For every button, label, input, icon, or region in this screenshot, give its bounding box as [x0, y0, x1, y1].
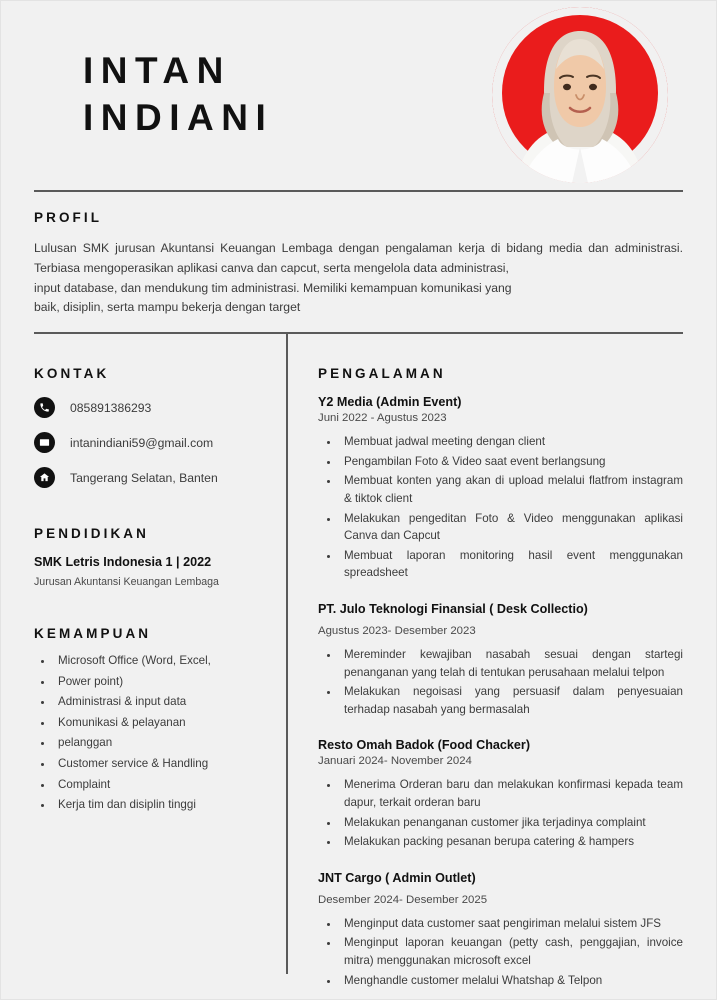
skills-list	[34, 655, 264, 811]
experience-entry	[318, 738, 683, 850]
list-item: • Administrasi & input data	[54, 696, 264, 708]
list-item: • Membuat jadwal meeting dengan client	[340, 433, 683, 451]
list-item: • Mereminder kewajiban nasabah sesuai dengan startegi penanganan yang telah di tentukan perusahaan melalui telpon	[340, 646, 683, 681]
name-line-last: INDIANI	[83, 97, 274, 139]
contact-value-location: Tangerang Selatan, Banten	[70, 470, 218, 485]
experience-role: PT. Julo Teknologi Finansial ( Desk Collectio)	[318, 601, 588, 616]
list-item: • Membuat laporan monitoring hasil event menggunakan spreadsheet	[340, 547, 683, 582]
list-item: • Komunikasi & pelayanan	[54, 717, 264, 729]
content-columns	[1, 347, 716, 1007]
name-line-first: INTAN	[83, 50, 231, 91]
avatar	[492, 7, 668, 183]
skills-heading: KEMAMPUAN	[34, 626, 152, 642]
profile-paragraph-line4: baik, disiplin, serta mampu bekerja dengan target	[34, 300, 301, 315]
email-icon	[34, 432, 55, 453]
profile-paragraph-line3: input database, dan mendukung tim administrasi. Memiliki kemampuan komunikasi yang	[34, 280, 512, 295]
list-item: • Melakukan pengeditan Foto & Video menggunakan aplikasi Canva dan Capcut	[340, 510, 683, 545]
education-heading: PENDIDIKAN	[34, 526, 150, 542]
contact-heading: KONTAK	[34, 366, 110, 382]
contact-value-email: intanindiani59@gmail.com	[70, 435, 214, 450]
contact-item-phone[interactable]	[34, 397, 264, 418]
contact-list	[34, 397, 264, 488]
list-item: • Melakukan packing pesanan berupa catering & hampers	[340, 833, 683, 851]
experience-bullets	[318, 433, 683, 582]
experience-role: Resto Omah Badok (Food Chacker)	[318, 738, 531, 753]
experience-role: JNT Cargo ( Admin Outlet)	[318, 870, 476, 885]
list-item: • Power point)	[54, 676, 264, 688]
profile-divider	[34, 332, 683, 334]
list-item: • Complaint	[54, 779, 264, 791]
profile-paragraph-justified: Lulusan SMK jurusan Akuntansi Keuangan Lembaga dengan pengalaman kerja di bidang media dan administrasi. Terbiasa mengoperasikan aplikasi canva dan capcut, serta mengelola data administrasi,	[34, 241, 683, 275]
contact-item-location[interactable]	[34, 467, 264, 488]
experience-bullets	[318, 776, 683, 850]
list-item: • Kerja tim dan disiplin tinggi	[54, 799, 264, 811]
experience-bullets	[318, 915, 683, 989]
list-item: • Menerima Orderan baru dan melakukan konfirmasi kepada team dapur, terkait orderan baru	[340, 776, 683, 811]
list-item: • Menginput data customer saat pengiriman melalui sistem JFS	[340, 915, 683, 933]
education-school: SMK Letris Indonesia 1 | 2022	[34, 555, 212, 570]
experience-dates: Januari 2024- November 2024	[318, 755, 472, 768]
home-icon	[34, 467, 55, 488]
experience-role: Y2 Media (Admin Event)	[318, 395, 462, 410]
list-item: • Melakukan penanganan customer jika terjadinya complaint	[340, 814, 683, 832]
experience-entry	[318, 871, 683, 989]
list-item: • pelanggan	[54, 737, 264, 749]
list-item: • Customer service & Handling	[54, 758, 264, 770]
contact-item-email[interactable]	[34, 432, 264, 453]
right-column	[288, 347, 683, 1007]
phone-icon	[34, 397, 55, 418]
contact-value-phone: 085891386293	[70, 400, 152, 415]
profile-paragraph	[34, 239, 683, 318]
profile-section	[1, 192, 716, 318]
list-item: • Membuat konten yang akan di upload melalui flatfrom instagram & tiktok client	[340, 472, 683, 507]
list-item: • Menginput laporan keuangan (petty cash, penggajian, invoice mitra) menggunakan microsoft excel	[340, 934, 683, 969]
list-item: • Melakukan negoisasi yang persuasif dalam penyesuaian terhadap nasabah yang bermasalah	[340, 683, 683, 718]
experience-bullets	[318, 646, 683, 718]
resume-header	[1, 1, 716, 186]
list-item: • Menghandle customer melalui Whatshap & Telpon	[340, 972, 683, 990]
experience-dates: Desember 2024- Desember 2025	[318, 893, 488, 906]
profile-heading: PROFIL	[34, 210, 103, 225]
experience-dates: Juni 2022 - Agustus 2023	[318, 412, 447, 425]
experience-heading: PENGALAMAN	[318, 366, 446, 382]
left-column	[34, 347, 286, 1007]
education-major: Jurusan Akuntansi Keuangan Lembaga	[34, 576, 219, 589]
experience-entry	[318, 395, 683, 582]
experience-dates: Agustus 2023- Desember 2023	[318, 624, 476, 637]
experience-entry	[318, 602, 683, 718]
list-item: • Microsoft Office (Word, Excel,	[54, 655, 264, 667]
candidate-name	[83, 47, 273, 142]
list-item: • Pengambilan Foto & Video saat event berlangsung	[340, 453, 683, 471]
portrait-photo-icon	[492, 7, 668, 183]
